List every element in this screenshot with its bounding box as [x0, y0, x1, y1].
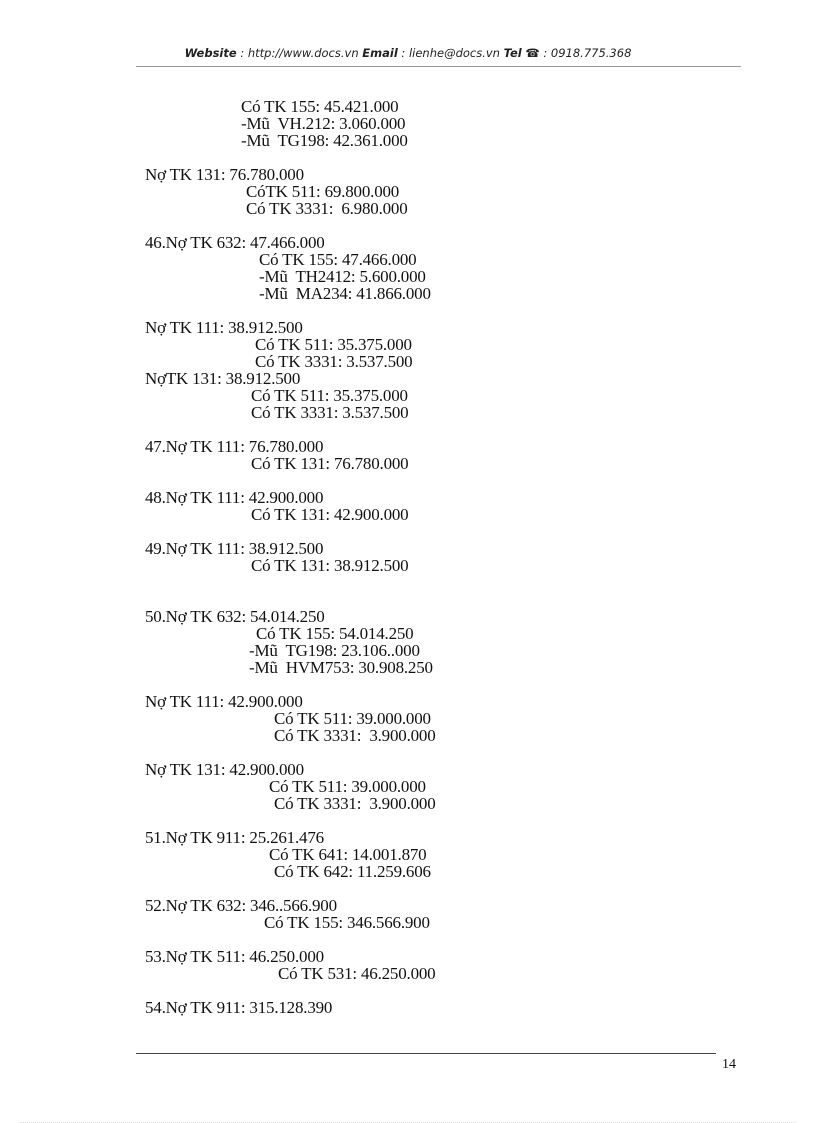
entry-line: Có TK 3331: 6.980.000	[246, 199, 408, 218]
entry-line: Nợ TK 111: 42.900.000	[145, 692, 303, 711]
website-label: Website	[184, 46, 237, 60]
entry-line: -Mũ TH2412: 5.600.000	[259, 267, 426, 286]
entry-line: Nợ TK 131: 42.900.000	[145, 760, 304, 779]
tel-value: : 0918.775.368	[539, 46, 632, 60]
entry-line: Có TK 3331: 3.537.500	[251, 403, 409, 422]
entry-line: 46.Nợ TK 632: 47.466.000	[145, 233, 325, 252]
entry-line: Có TK 3331: 3.900.000	[274, 794, 436, 813]
entry-line: 50.Nợ TK 632: 54.014.250	[145, 607, 325, 626]
entry-line: Có TK 155: 47.466.000	[259, 250, 417, 269]
entry-line: Có TK 3331: 3.900.000	[274, 726, 436, 745]
entry-line: -Mũ HVM753: 30.908.250	[249, 658, 433, 677]
entry-line: 48.Nợ TK 111: 42.900.000	[145, 488, 324, 507]
entry-line: -Mũ VH.212: 3.060.000	[241, 114, 406, 133]
email-value: : lienhe@docs.vn	[397, 46, 504, 60]
page-number: 14	[722, 1057, 736, 1072]
entry-line: Có TK 155: 54.014.250	[256, 624, 414, 643]
entry-line: Có TK 511: 35.375.000	[255, 335, 412, 354]
entry-line: Nợ TK 131: 76.780.000	[145, 165, 304, 184]
page-header	[0, 46, 816, 60]
entry-line: -Mũ TG198: 42.361.000	[241, 131, 408, 150]
entry-line: 51.Nợ TK 911: 25.261.476	[145, 828, 324, 847]
entry-line: Có TK 531: 46.250.000	[278, 964, 436, 983]
phone-icon: ☎	[525, 46, 540, 60]
email-label: Email	[362, 46, 398, 60]
entry-line: Có TK 511: 39.000.000	[269, 777, 426, 796]
header-divider	[136, 66, 741, 67]
entry-line: Có TK 642: 11.259.606	[274, 862, 431, 881]
entry-line: NợTK 131: 38.912.500	[145, 369, 301, 388]
entry-line: 53.Nợ TK 511: 46.250.000	[145, 947, 324, 966]
footer-divider	[136, 1053, 716, 1054]
tel-label: Tel	[503, 46, 522, 60]
entry-line: Có TK 641: 14.001.870	[269, 845, 427, 864]
entry-line: 47.Nợ TK 111: 76.780.000	[145, 437, 324, 456]
entry-line: Nợ TK 111: 38.912.500	[145, 318, 303, 337]
entry-line: 49.Nợ TK 111: 38.912.500	[145, 539, 324, 558]
entry-line: -Mũ TG198: 23.106..000	[249, 641, 420, 660]
entry-line: Có TK 511: 39.000.000	[274, 709, 431, 728]
entry-line: Có TK 155: 346.566.900	[264, 913, 430, 932]
entry-line: Có TK 131: 42.900.000	[251, 505, 409, 524]
entry-line: 52.Nợ TK 632: 346..566.900	[145, 896, 337, 915]
entry-line: Có TK 3331: 3.537.500	[255, 352, 413, 371]
website-value: : http://www.docs.vn	[236, 46, 363, 60]
entry-line: Có TK 131: 76.780.000	[251, 454, 409, 473]
entry-line: Có TK 155: 45.421.000	[241, 97, 399, 116]
entry-line: Có TK 131: 38.912.500	[251, 556, 409, 575]
entry-line: CóTK 511: 69.800.000	[246, 182, 400, 201]
entry-line: -Mũ MA234: 41.866.000	[259, 284, 431, 303]
entry-line: Có TK 511: 35.375.000	[251, 386, 408, 405]
entry-line: 54.Nợ TK 911: 315.128.390	[145, 998, 333, 1017]
